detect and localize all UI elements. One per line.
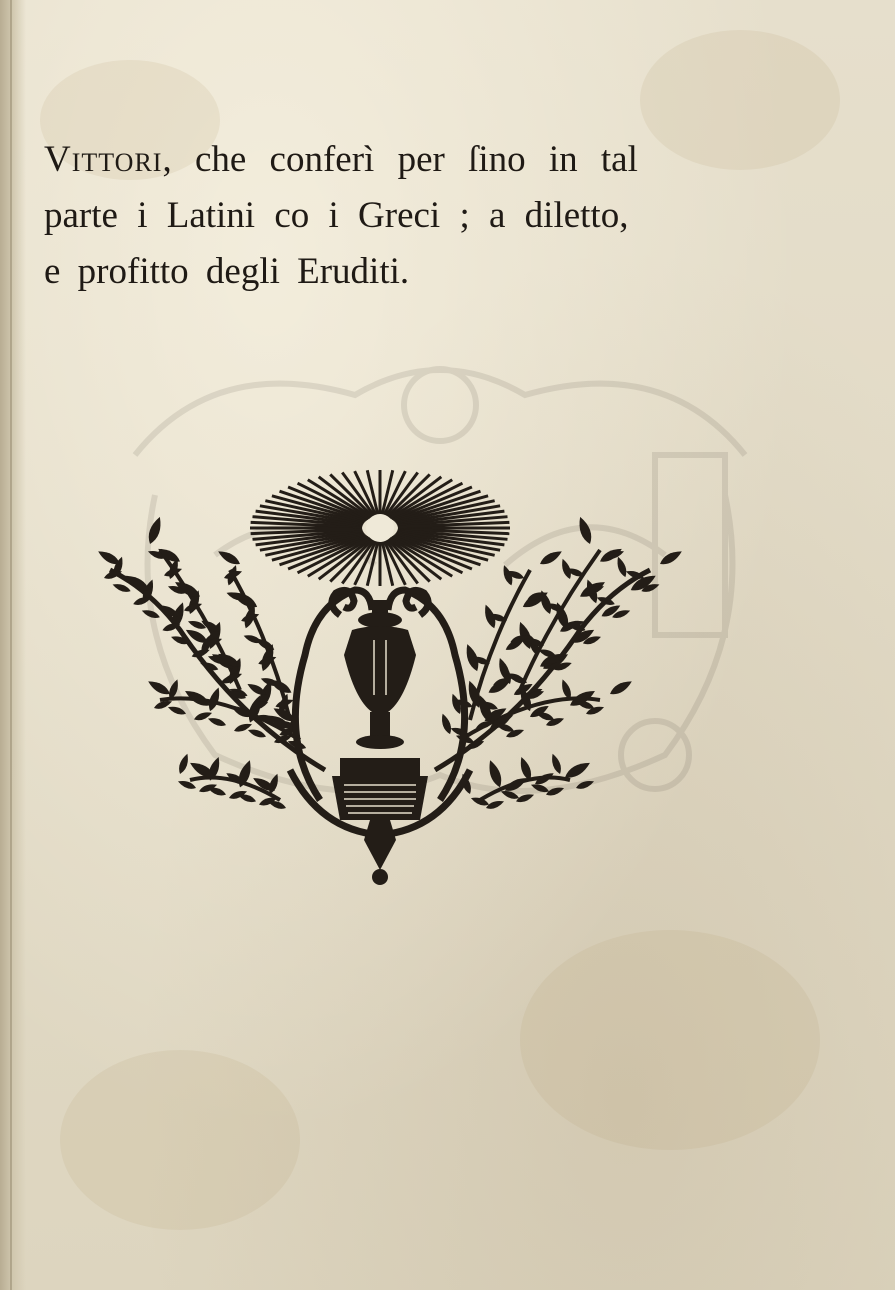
paper-stain [60,1050,300,1230]
leaf [216,548,242,568]
leaf [658,548,684,568]
text-line: e profitto degli Eruditi. [44,251,410,292]
leaf [615,556,629,579]
right-foliage [435,550,650,800]
leaf [549,752,563,775]
leaf [538,548,564,568]
sun-core [366,514,394,542]
gutter-fold [10,0,12,1290]
text-line-rest: , che conferì per ſino in tal [162,139,638,180]
leaf [575,778,595,791]
name-smallcaps: Vittori [44,139,163,180]
body-text [44,132,744,300]
text-line: parte i Latini co i Greci ; a diletto, [44,195,629,236]
leaf [576,515,595,545]
leaf [177,752,191,775]
page-gutter [0,0,26,1290]
sunburst-icon [250,470,510,586]
leaf [230,588,260,611]
leaf [146,678,172,698]
leaf [608,678,634,698]
leaf [439,712,453,735]
urn-with-sunburst-and-foliage-vignette-icon [70,440,690,910]
urn-icon [332,600,428,885]
leaf [145,515,164,545]
paper-stain [520,930,820,1150]
leaf [141,608,161,621]
leaf [486,759,505,789]
text-line [44,132,744,188]
leaf [207,716,227,729]
leaf [167,704,187,717]
